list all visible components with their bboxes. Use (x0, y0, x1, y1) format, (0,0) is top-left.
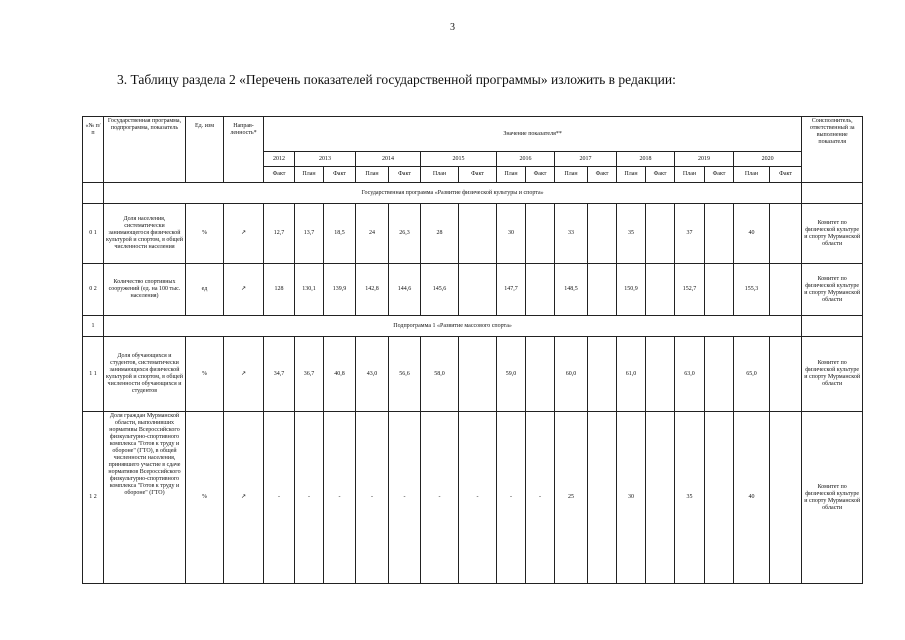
value-cell: - (497, 412, 526, 584)
value-cell: 40,8 (324, 337, 356, 412)
unit: % (186, 337, 224, 412)
value-cell (770, 204, 802, 264)
value-cell: 130,1 (295, 264, 324, 316)
value-cell: 144,6 (389, 264, 421, 316)
value-cell: 148,5 (555, 264, 588, 316)
value-cell: - (421, 412, 459, 584)
value-cell (646, 264, 675, 316)
value-cell (646, 412, 675, 584)
value-cell: 155,3 (734, 264, 770, 316)
sub-fact: Факт (526, 167, 555, 183)
header-name: Государственная программа, подпрограмма, показатель (104, 117, 186, 183)
direction-icon: ↗ (224, 337, 264, 412)
value-cell: 128 (264, 264, 295, 316)
sub-plan: План (555, 167, 588, 183)
value-cell: 59,0 (497, 337, 526, 412)
value-cell: - (389, 412, 421, 584)
value-cell (459, 264, 497, 316)
sub-plan: План (421, 167, 459, 183)
header-direction: Направ-ленность* (224, 117, 264, 183)
row-num: 1 2 (83, 412, 104, 584)
row-num: 0 1 (83, 204, 104, 264)
row-num: 0 2 (83, 264, 104, 316)
value-cell (459, 204, 497, 264)
direction-icon: ↗ (224, 204, 264, 264)
value-cell: 145,6 (421, 264, 459, 316)
value-cell: 34,7 (264, 337, 295, 412)
indicator-name: Доля граждан Мурманской области, выполнивших нормативы Всероссийского физкультурно-спортивного комплекса "Готов к труду и обороне" (ГТО), в общей численности населения, принявшего участие в сдаче нормативов Всероссийского физкультурно-спортивного комплекса "Готов к труду и обороне" (ГТО) (104, 412, 186, 584)
sub-fact: Факт (324, 167, 356, 183)
value-cell (526, 337, 555, 412)
value-cell (588, 412, 617, 584)
table-row (83, 412, 863, 584)
value-cell: - (459, 412, 497, 584)
year-2015: 2015 (421, 152, 497, 167)
sub-fact: Факт (770, 167, 802, 183)
value-cell: 43,0 (356, 337, 389, 412)
value-cell: 152,7 (675, 264, 705, 316)
value-cell: 24 (356, 204, 389, 264)
value-cell: - (324, 412, 356, 584)
value-cell (526, 204, 555, 264)
sub-fact: Факт (646, 167, 675, 183)
value-cell: - (264, 412, 295, 584)
value-cell: 37 (675, 204, 705, 264)
value-cell: 30 (497, 204, 526, 264)
sub-plan: План (734, 167, 770, 183)
indicators-table (82, 116, 863, 584)
section-heading: 3. Таблицу раздела 2 «Перечень показателей государственной программы» изложить в редакции: (117, 72, 676, 87)
value-cell: - (526, 412, 555, 584)
value-cell (770, 412, 802, 584)
sub-fact: Факт (705, 167, 734, 183)
value-cell (646, 337, 675, 412)
year-2013: 2013 (295, 152, 356, 167)
value-cell: 36,7 (295, 337, 324, 412)
sub-plan: План (356, 167, 389, 183)
value-cell: 56,6 (389, 337, 421, 412)
value-cell: 142,8 (356, 264, 389, 316)
responsible-cell: Комитет по физической культуре и спорту Мурманской области (802, 337, 863, 412)
value-cell: 139,9 (324, 264, 356, 316)
year-2014: 2014 (356, 152, 421, 167)
value-cell: 28 (421, 204, 459, 264)
value-cell: 147,7 (497, 264, 526, 316)
year-2019: 2019 (675, 152, 734, 167)
value-cell (588, 264, 617, 316)
table-row (83, 264, 863, 316)
unit: % (186, 412, 224, 584)
direction-icon: ↗ (224, 412, 264, 584)
section-row-subprogram (83, 316, 863, 337)
value-cell: 150,9 (617, 264, 646, 316)
sub-fact: Факт (459, 167, 497, 183)
responsible-cell: Комитет по физической культуре и спорту Мурманской области (802, 204, 863, 264)
section-subprogram-title: Подпрограмма 1 «Развитие массового спорта» (104, 316, 802, 337)
value-cell (588, 337, 617, 412)
value-cell (705, 337, 734, 412)
value-cell (705, 204, 734, 264)
value-cell: 26,3 (389, 204, 421, 264)
value-cell: - (295, 412, 324, 584)
section-program-title: Государственная программа «Развитие физической культуры и спорта» (104, 183, 802, 204)
value-cell: 25 (555, 412, 588, 584)
row-num: 1 1 (83, 337, 104, 412)
value-cell: 61,0 (617, 337, 646, 412)
value-cell: 63,0 (675, 337, 705, 412)
value-cell (459, 337, 497, 412)
indicator-name: Доля населения, систематически занимающегося физической культурой и спортом, в общей численности населения (104, 204, 186, 264)
value-cell: 12,7 (264, 204, 295, 264)
value-cell: 40 (734, 412, 770, 584)
unit: ед (186, 264, 224, 316)
value-cell: 58,0 (421, 337, 459, 412)
table-row (83, 337, 863, 412)
table-row (83, 204, 863, 264)
value-cell (770, 337, 802, 412)
year-2020: 2020 (734, 152, 802, 167)
sub-plan: План (295, 167, 324, 183)
value-cell: 30 (617, 412, 646, 584)
year-2017: 2017 (555, 152, 617, 167)
unit: % (186, 204, 224, 264)
year-2018: 2018 (617, 152, 675, 167)
header-value-group: Значение показателя** (264, 117, 802, 152)
section-num: 1 (83, 316, 104, 337)
value-cell (705, 412, 734, 584)
header-unit: Ед. изм (186, 117, 224, 183)
value-cell: 65,0 (734, 337, 770, 412)
value-cell: 40 (734, 204, 770, 264)
sub-plan: План (497, 167, 526, 183)
sub-fact: Факт (264, 167, 295, 183)
year-2012: 2012 (264, 152, 295, 167)
responsible-cell: Комитет по физической культуре и спорту Мурманской области (802, 264, 863, 316)
page-number: 3 (450, 22, 455, 33)
header-num: «№ п/п (83, 117, 104, 183)
value-cell: 60,0 (555, 337, 588, 412)
value-cell: 33 (555, 204, 588, 264)
value-cell (646, 204, 675, 264)
value-cell: 35 (675, 412, 705, 584)
header-responsible: Соисполнитель, ответственный за выполнение показателя (802, 117, 863, 183)
value-cell (526, 264, 555, 316)
responsible-cell: Комитет по физической культуре и спорту Мурманской области (802, 412, 863, 584)
value-cell: - (356, 412, 389, 584)
sub-plan: План (617, 167, 646, 183)
year-2016: 2016 (497, 152, 555, 167)
header-row (83, 117, 863, 152)
value-cell (770, 264, 802, 316)
direction-icon: ↗ (224, 264, 264, 316)
value-cell: 35 (617, 204, 646, 264)
sub-fact: Факт (588, 167, 617, 183)
sub-fact: Факт (389, 167, 421, 183)
section-row-program (83, 183, 863, 204)
indicator-name: Доля обучающихся и студентов, систематически занимающихся физической культурой и спортом, в общей численности обучающихся и студентов (104, 337, 186, 412)
sub-plan: План (675, 167, 705, 183)
value-cell: 13,7 (295, 204, 324, 264)
value-cell: 18,5 (324, 204, 356, 264)
value-cell (588, 204, 617, 264)
value-cell (705, 264, 734, 316)
indicator-name: Количество спортивных сооружений (ед. на 100 тыс. населения) (104, 264, 186, 316)
